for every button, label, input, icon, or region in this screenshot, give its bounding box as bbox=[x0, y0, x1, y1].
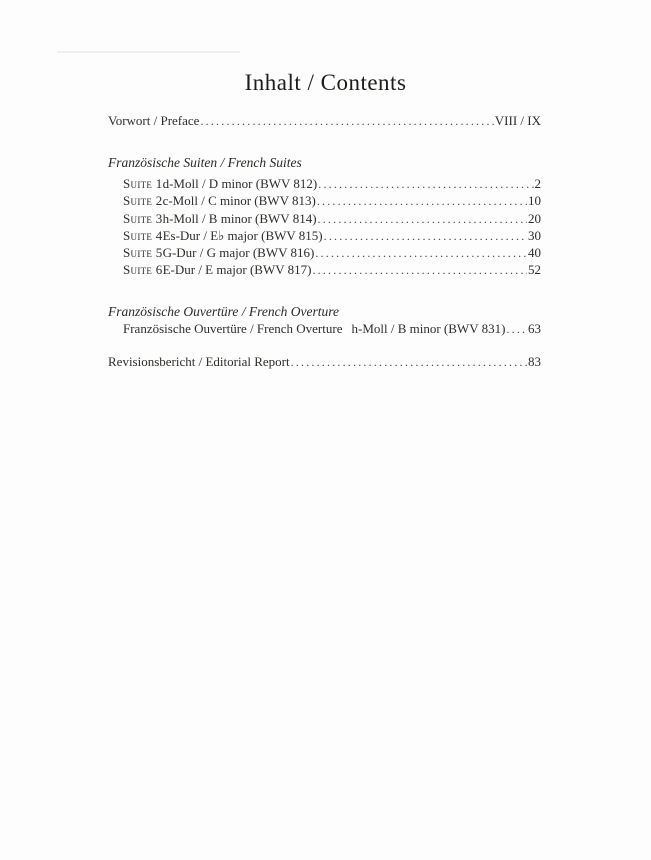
page-number: 83 bbox=[528, 354, 541, 369]
page-number: VIII / IX bbox=[494, 113, 541, 128]
suite-title: E-Dur / E major (BWV 817) bbox=[162, 262, 312, 278]
toc-entry-report bbox=[108, 353, 541, 371]
dot-leader bbox=[200, 112, 493, 130]
suite-label: Suite 6 bbox=[123, 262, 163, 278]
page-number: 2 bbox=[534, 176, 541, 191]
suite-title: c-Moll / C minor (BWV 813) bbox=[162, 193, 316, 209]
dot-leader bbox=[318, 210, 527, 228]
suite-title: G-Dur / G major (BWV 816) bbox=[162, 245, 315, 261]
work-key: h-Moll / B minor (BWV 831) bbox=[351, 321, 506, 336]
dot-leader bbox=[315, 244, 527, 262]
page-number: 10 bbox=[528, 193, 541, 209]
overture-entries bbox=[108, 320, 541, 338]
toc-entry-suite-1 bbox=[108, 175, 541, 192]
page-number: 52 bbox=[528, 262, 541, 278]
suite-title: h-Moll / B minor (BWV 814) bbox=[162, 210, 317, 226]
dot-leader bbox=[312, 261, 527, 279]
suite-label: Suite 5 bbox=[123, 245, 163, 261]
dot-leader bbox=[317, 192, 527, 210]
toc-entry-suite-2 bbox=[108, 192, 541, 209]
toc-entry-suite-6 bbox=[108, 261, 541, 278]
toc-entry-suite-4 bbox=[108, 227, 541, 244]
suite-label: Suite 3 bbox=[123, 210, 163, 226]
section-heading-french-overture: Französische Ouvertüre / French Overture bbox=[108, 304, 339, 319]
page-number: 40 bbox=[528, 245, 541, 261]
scan-artifact-line bbox=[57, 51, 240, 53]
dot-leader bbox=[291, 353, 527, 371]
dot-leader bbox=[318, 175, 533, 193]
toc-entry-label: Revisionsbericht / Editorial Report bbox=[108, 354, 290, 369]
page-title: Inhalt / Contents bbox=[244, 70, 407, 95]
section-heading-french-suites: Französische Suiten / French Suites bbox=[108, 155, 302, 170]
suite-entries bbox=[108, 175, 541, 279]
suite-title: d-Moll / D minor (BWV 812) bbox=[162, 176, 318, 191]
toc-entry-preface bbox=[108, 112, 541, 130]
dot-leader bbox=[324, 227, 527, 245]
suite-label: Suite 1 bbox=[123, 176, 163, 191]
suite-label: Suite 4 bbox=[123, 227, 163, 243]
toc-entry-suite-5 bbox=[108, 244, 541, 261]
toc-entry-suite-3 bbox=[108, 210, 541, 227]
toc-entry-label: Vorwort / Preface bbox=[108, 113, 200, 128]
page-number: 20 bbox=[528, 210, 541, 226]
suite-label: Suite 2 bbox=[123, 193, 163, 209]
page-number: 63 bbox=[528, 321, 541, 336]
toc-entry-overture bbox=[108, 320, 541, 338]
page-number: 30 bbox=[528, 227, 541, 243]
dot-leader bbox=[506, 320, 527, 338]
work-name: Französische Ouvertüre / French Overture bbox=[123, 321, 343, 336]
suite-title: Es-Dur / E♭ major (BWV 815) bbox=[162, 227, 323, 243]
